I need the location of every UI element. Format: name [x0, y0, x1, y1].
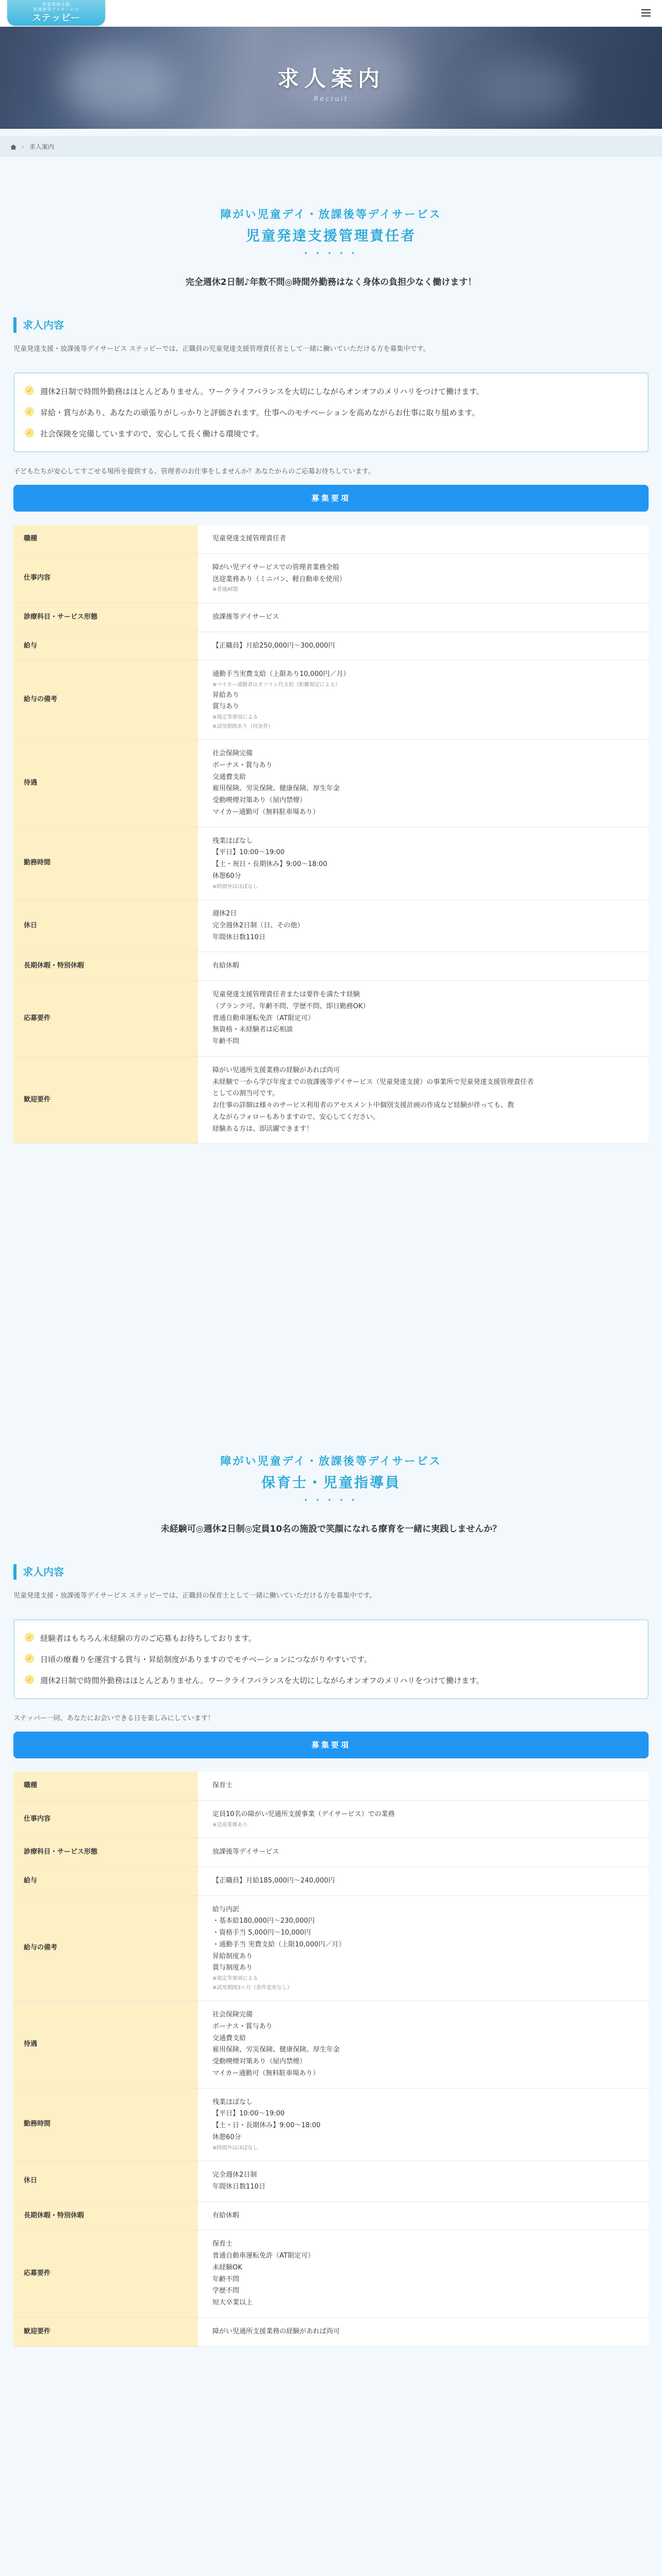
requirement-value-line: ※マイカー通勤者はガソリン代支給（距離規定による） — [212, 682, 340, 688]
requirement-key: 勤務時間 — [13, 2088, 198, 2161]
requirement-value — [198, 603, 649, 632]
section-title: 児童発達支援管理責任者 — [246, 228, 416, 244]
requirement-row — [13, 525, 649, 553]
requirement-value-line: 賞与あり — [212, 703, 240, 711]
requirement-value-line: 普通自動車運転免許（AT限定可） — [212, 1014, 315, 1022]
requirement-value-line: 普通自動車運転免許（AT限定可） — [212, 2252, 315, 2260]
requirement-value — [198, 981, 649, 1057]
requirement-key: 給与 — [13, 632, 198, 660]
section-description: 児童発達支援・放課後等デイサービス ステッピーでは、正職員の児童発達支援管理責任者として一緒に働いていただける方を募集中です。 — [13, 345, 430, 353]
logo-tagline: 児童発達支援 放課後等デイサービス — [33, 2, 79, 12]
requirement-value-line: 雇用保険、労災保険、健康保険、厚生年金 — [212, 2046, 340, 2054]
requirement-value-line: 給与内訳 — [212, 1905, 240, 1913]
hero-title: 求人案内 — [277, 66, 385, 91]
requirement-value — [198, 2001, 649, 2089]
requirement-row — [13, 1056, 649, 1144]
requirement-key: 診療科目・サービス形態 — [13, 1838, 198, 1867]
requirement-value-line: 【土・日・長期休み】9:00～18:00 — [212, 2122, 321, 2129]
requirement-key: 応募要件 — [13, 981, 198, 1057]
requirement-value-line: マイカー通勤可（無料駐車場あり） — [212, 2069, 320, 2077]
hero-banner — [0, 27, 662, 129]
point-item: ✓ 日頃の療養りを運営する賞与・昇給制度がありますのでモチベーションにつながりやすいです。 — [25, 1649, 637, 1670]
requirement-value-line: 社会保険完備 — [212, 2011, 253, 2019]
requirement-key: 待遇 — [13, 740, 198, 827]
requirement-value — [198, 2317, 649, 2346]
requirement-value — [198, 1895, 649, 2001]
requirement-value-line: マイカー通勤可（無料駐車場あり） — [212, 808, 320, 816]
site-logo[interactable] — [7, 0, 105, 26]
requirement-key: 歓迎要件 — [13, 1056, 198, 1144]
requirement-value-line: 完全週休2日制（日、その他） — [212, 921, 304, 929]
requirement-key: 給与 — [13, 1867, 198, 1895]
requirement-value-line: 送迎業務あり（ミニバン、軽自動車を使用） — [212, 575, 346, 583]
points-box — [13, 372, 649, 452]
requirement-value-line: 有給休暇 — [212, 962, 240, 970]
requirement-key: 待遇 — [13, 2001, 198, 2089]
site-header — [0, 0, 662, 27]
requirement-value-line: 【正職員】月給185,000円～240,000円 — [212, 1876, 335, 1885]
requirement-row — [13, 827, 649, 900]
requirement-row — [13, 1838, 649, 1867]
requirement-value-line: 定員10名の障がい児通所支援事業（デイサービス）での業務 — [212, 1810, 395, 1818]
requirement-value-line: 【平日】10:00～19:00 — [212, 849, 285, 857]
requirement-value-line: ・資格手当 5,000円～10,000円 — [212, 1929, 311, 1937]
requirement-value-line: 【平日】10:00～19:00 — [212, 2110, 285, 2118]
requirement-key: 診療科目・サービス形態 — [13, 603, 198, 632]
requirement-value-line: 経験ある方は、即活躍できます！ — [212, 1125, 313, 1133]
requirement-value-line: 短大卒業以上 — [212, 2299, 253, 2307]
requirement-value — [198, 660, 649, 740]
section-label: 求人内容 — [13, 317, 649, 333]
requirement-value — [198, 827, 649, 900]
requirement-value-line: ※試用期間あり（同条件） — [212, 723, 274, 730]
requirement-value-line: 週休2日 — [212, 910, 237, 918]
requirement-row — [13, 1895, 649, 2001]
section-description: 児童発達支援・放課後等デイサービス ステッピーでは、正職員の保育士として一緒に働いていただける方を募集中です。 — [13, 1592, 376, 1600]
requirement-value-line: 年齢不問 — [212, 2275, 240, 2283]
section-lead: 完全週休2日制♪年数不問◎時間外勤務はなく身体の負担少なく働けます！ — [185, 277, 477, 287]
requirement-value-line: ※送迎業務あり — [212, 1822, 248, 1828]
section-title: 保育士・児童指導員 — [261, 1475, 401, 1491]
requirement-value-line: 受動喫煙対策あり（屋内禁煙） — [212, 2058, 307, 2065]
requirement-key: 休日 — [13, 2161, 198, 2202]
breadcrumb: › 求人案内 — [0, 136, 662, 157]
requirement-value-line: 児童発達支援管理責任者 — [212, 535, 287, 543]
requirement-value-line: ※時間外はほぼなし — [212, 884, 258, 890]
requirement-value — [198, 2201, 649, 2230]
requirement-value-line: ※規定等要項による — [212, 1976, 258, 1981]
requirement-key: 給与の備考 — [13, 660, 198, 740]
requirement-value-line: 保育士 — [212, 2240, 233, 2248]
section-dots: • • • • • — [304, 1497, 358, 1504]
point-item: ✓ 社会保険を完備していますので、安心して長く働ける環境です。 — [25, 423, 637, 444]
section-note: 子どもたちが安心してすごせる場所を提供する、管理者のお仕事をしませんか？あなたからのご応募お待ちしています。 — [13, 468, 375, 476]
requirement-value-line: 休憩60分 — [212, 2133, 241, 2141]
requirement-value-line: 無資格・未経験者は応相談 — [212, 1026, 293, 1034]
requirement-value-line: 受動喫煙対策あり（屋内禁煙） — [212, 796, 307, 804]
requirement-value-line: ボーナス・賞与あり — [212, 2022, 273, 2030]
requirement-value-line: 障がい児通所支援業務の経験があれば尚可 — [212, 1066, 340, 1074]
requirement-row — [13, 2230, 649, 2318]
requirement-key: 長期休暇・特別休暇 — [13, 952, 198, 981]
requirement-value-line: 社会保険完備 — [212, 750, 253, 757]
requirement-row — [13, 740, 649, 827]
requirement-key: 職種 — [13, 1772, 198, 1800]
requirement-value — [198, 1772, 649, 1800]
requirement-key: 給与の備考 — [13, 1895, 198, 2001]
requirement-key: 応募要件 — [13, 2230, 198, 2318]
requirement-value-line: 保育士 — [212, 1782, 233, 1789]
hamburger-icon[interactable] — [641, 9, 651, 16]
requirement-value-line: ・基本給180,000円～230,000円 — [212, 1917, 315, 1925]
requirement-value-line: 学歴不問 — [212, 2287, 240, 2295]
requirement-key: 仕事内容 — [13, 1800, 198, 1838]
requirements-table — [13, 525, 649, 1144]
section-label: 求人内容 — [13, 1564, 649, 1580]
requirement-row — [13, 603, 649, 632]
requirement-value-line: としての割当可です。 — [212, 1090, 279, 1098]
requirement-value-line: 残業ほぼなし — [212, 837, 253, 845]
breadcrumb-current: 求人案内 — [29, 143, 54, 150]
requirement-row — [13, 553, 649, 603]
hero-subtitle: Recruit — [313, 95, 349, 103]
requirement-value-line: 未経験で一から学び年度までの放課後等デイサービス（児童発達支援）の事業所で児童発達支援管理責任者 — [212, 1078, 534, 1086]
requirement-value-line: 完全週休2日制 — [212, 2171, 257, 2179]
requirement-value — [198, 1838, 649, 1867]
requirement-value-line: 年間休日数110日 — [212, 933, 266, 941]
section-small-title: 障がい児童デイ・放課後等デイサービス — [220, 1455, 442, 1467]
requirement-value — [198, 900, 649, 952]
requirement-row — [13, 2088, 649, 2161]
requirement-value-line: 障がい児デイサービスでの管理者業務全般 — [212, 563, 340, 571]
section-lead: 未経験可◎週休2日制◎定員10名の施設で笑顔になれる療育を一緒に実践しませんか？ — [160, 1524, 502, 1534]
requirement-row — [13, 660, 649, 740]
requirement-value-line: 放課後等デイサービス — [212, 1848, 279, 1856]
point-item: ✓ 経験者はもちろん未経験の方のご応募もお待ちしております。 — [25, 1628, 637, 1649]
requirement-value-line: ※普通AT限 — [212, 587, 239, 593]
requirement-value-line: ・通勤手当 実費支給（上限10,000円／月） — [212, 1940, 345, 1948]
requirements-table — [13, 1772, 649, 2347]
points-box — [13, 1619, 649, 1699]
requirement-row — [13, 952, 649, 981]
requirements-button[interactable]: 募集要項 — [13, 1732, 649, 1758]
point-item: ✓ 昇給・賞与があり、あなたの頑張りがしっかりと評価されます。仕事へのモチベーションを高めながらお仕事に取り組めます。 — [25, 402, 637, 423]
section-small-title: 障がい児童デイ・放課後等デイサービス — [220, 208, 442, 221]
requirement-value-line: 昇給制度あり — [212, 1952, 253, 1960]
requirement-value-line: ※時間外はほぼなし — [212, 2145, 258, 2151]
requirement-value-line: 未経験OK — [212, 2263, 242, 2272]
requirement-value-line: 休憩60分 — [212, 872, 241, 880]
requirement-key: 仕事内容 — [13, 553, 198, 603]
requirement-value-line: お仕事の詳細は様々のサービス利用者のアセスメント中個別支援計画の作成など経験が伴っても、教 — [212, 1101, 514, 1109]
point-item: ✓ 週休2日制で時間外勤務はほとんどありません。ワークライフバランスを大切にしながらオンオフのメリハリをつけて働けます。 — [25, 381, 637, 402]
requirement-value — [198, 553, 649, 603]
section-note: ステッパー一同、あなたにお会いできる日を楽しみにしています！ — [13, 1715, 214, 1722]
requirement-value — [198, 632, 649, 660]
requirement-value — [198, 1867, 649, 1895]
requirement-value — [198, 740, 649, 827]
requirement-value — [198, 2161, 649, 2202]
requirement-value-line: 【正職員】月給250,000円～300,000円 — [212, 641, 335, 650]
requirement-value — [198, 2230, 649, 2318]
requirement-value — [198, 1056, 649, 1144]
requirement-value-line: 有給休暇 — [212, 2211, 240, 2219]
requirement-key: 勤務時間 — [13, 827, 198, 900]
requirement-key: 職種 — [13, 525, 198, 553]
requirement-value — [198, 952, 649, 981]
requirement-value-line: 【土・祝日・長期休み】9:00～18:00 — [212, 860, 327, 868]
requirement-row — [13, 2201, 649, 2230]
requirement-key: 長期休暇・特別休暇 — [13, 2201, 198, 2230]
requirement-value-line: 交通費支給 — [212, 773, 246, 781]
requirement-value-line: （ブランク可、年齢不問、学歴不問、即日勤務OK） — [212, 1002, 370, 1010]
requirements-button[interactable]: 募集要項 — [13, 485, 649, 512]
requirement-value-line: ※試用期間3ヶ月（条件変更なし） — [212, 1985, 292, 1991]
requirement-row — [13, 1800, 649, 1838]
requirement-value-line: ボーナス・賞与あり — [212, 761, 273, 769]
requirement-value-line: 雇用保険、労災保険、健康保険、厚生年金 — [212, 785, 340, 793]
requirement-value-line: 交通費支給 — [212, 2034, 246, 2042]
job-section-1 — [13, 206, 649, 1144]
requirement-key: 休日 — [13, 900, 198, 952]
requirement-value-line: えながらフォローもありますので、安心してください。 — [212, 1113, 380, 1121]
requirement-value-line: 昇給あり — [212, 691, 240, 699]
requirement-row — [13, 632, 649, 660]
requirement-value-line: 児童発達支援管理責任者または要件を満たす経験 — [212, 991, 360, 998]
requirement-value — [198, 2088, 649, 2161]
requirement-value-line: 賞与制度あり — [212, 1964, 253, 1972]
requirement-row — [13, 2001, 649, 2089]
requirement-value-line: 障がい児通所支援業務の経験があれば尚可 — [212, 2327, 340, 2335]
requirement-row — [13, 2161, 649, 2202]
requirement-value — [198, 525, 649, 553]
requirement-row — [13, 900, 649, 952]
section-dots: • • • • • — [304, 250, 358, 257]
requirement-row — [13, 2317, 649, 2346]
requirement-row — [13, 1867, 649, 1895]
logo-name: ステッピー — [32, 12, 80, 24]
requirement-key: 歓迎要件 — [13, 2317, 198, 2346]
requirement-value-line: 年間休日数110日 — [212, 2182, 266, 2191]
requirement-value-line: 通勤手当実費支給（上限あり10,000円／月） — [212, 670, 350, 679]
requirement-value-line: 年齢不問 — [212, 1038, 240, 1045]
requirement-row — [13, 981, 649, 1057]
home-icon[interactable] — [10, 145, 16, 150]
job-section-2 — [13, 1453, 649, 2347]
point-item: ✓ 週休2日制で時間外勤務はほとんどありません。ワークライフバランスを大切にしながらオンオフのメリハリをつけて働けます。 — [25, 1670, 637, 1691]
requirement-value-line: ※規定等要項による — [212, 715, 258, 720]
requirement-value-line: 残業ほぼなし — [212, 2098, 253, 2106]
requirement-value — [198, 1800, 649, 1838]
requirement-row — [13, 1772, 649, 1800]
requirement-value-line: 放課後等デイサービス — [212, 613, 279, 621]
